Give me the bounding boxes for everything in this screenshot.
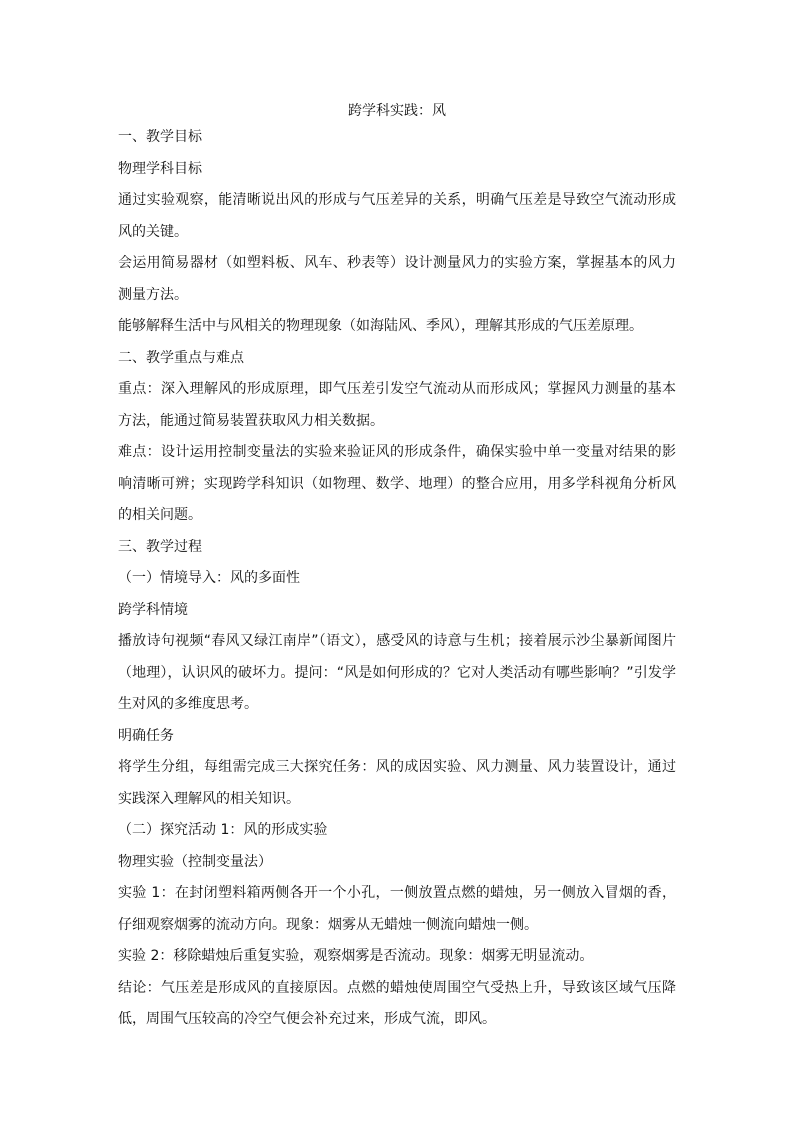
- section-heading-process: 三、教学过程: [118, 538, 202, 555]
- key-point-paragraph: 重点：深入理解风的形成原理，即气压差引发空气流动从而形成风；掌握风力测量的基本方法，能通过简易装置获取风力相关数据。: [118, 381, 676, 429]
- subsection-heading-intro: （一）情境导入：风的多面性: [118, 570, 300, 586]
- document-title: 跨学科实践：风: [348, 103, 446, 119]
- scenario-paragraph: 播放诗句视频“春风又绿江南岸”（语文），感受风的诗意与生机；接着展示沙尘暴新闻图片（地理），认识风的破坏力。提问：“风是如何形成的？它对人类活动有哪些影响？”引发学生对风的多维度思考。: [118, 633, 676, 712]
- section-heading-goals: 一、教学目标: [118, 129, 202, 145]
- goal-paragraph-2: 会运用简易器材（如塑料板、风车、秒表等）设计测量风力的实验方案，掌握基本的风力测量方法。: [118, 255, 676, 303]
- conclusion-paragraph: 结论：气压差是形成风的直接原因。点燃的蜡烛使周围空气受热上升，导致该区域气压降低，周围气压较高的冷空气便会补充过来，形成气流，即风。: [118, 979, 676, 1027]
- goal-paragraph-3: 能够解释生活中与风相关的物理现象（如海陆风、季风），理解其形成的气压差原理。: [118, 318, 643, 334]
- section-heading-key-points: 二、教学重点与难点: [118, 349, 244, 366]
- difficulty-paragraph: 难点：设计运用控制变量法的实验来验证风的形成条件，确保实验中单一变量对结果的影响清晰可辨；实现跨学科知识（如物理、数学、地理）的整合应用，用多学科视角分析风的相关问题。: [118, 444, 676, 523]
- document-page: [118, 100, 676, 1036]
- subheading-physics-goals: 物理学科目标: [118, 160, 202, 177]
- subheading-task: 明确任务: [118, 727, 174, 744]
- subheading-interdisciplinary: 跨学科情境: [118, 601, 188, 618]
- subsection-heading-activity: （二）探究活动 1：风的形成实验: [118, 822, 328, 838]
- experiment-1-paragraph: 实验 1：在封闭塑料箱两侧各开一个小孔，一侧放置点燃的蜡烛，另一侧放入冒烟的香，仔细观察烟雾的流动方向。现象：烟雾从无蜡烛一侧流向蜡烛一侧。: [118, 885, 676, 933]
- task-paragraph: 将学生分组，每组需完成三大探究任务：风的成因实验、风力测量、风力装置设计，通过实践深入理解风的相关知识。: [118, 759, 676, 807]
- subheading-experiment: 物理实验（控制变量法）: [118, 853, 272, 870]
- experiment-2-paragraph: 实验 2：移除蜡烛后重复实验，观察烟雾是否流动。现象：烟雾无明显流动。: [118, 948, 594, 964]
- goal-paragraph-1: 通过实验观察，能清晰说出风的形成与气压差异的关系，明确气压差是导致空气流动形成风的关键。: [118, 192, 676, 240]
